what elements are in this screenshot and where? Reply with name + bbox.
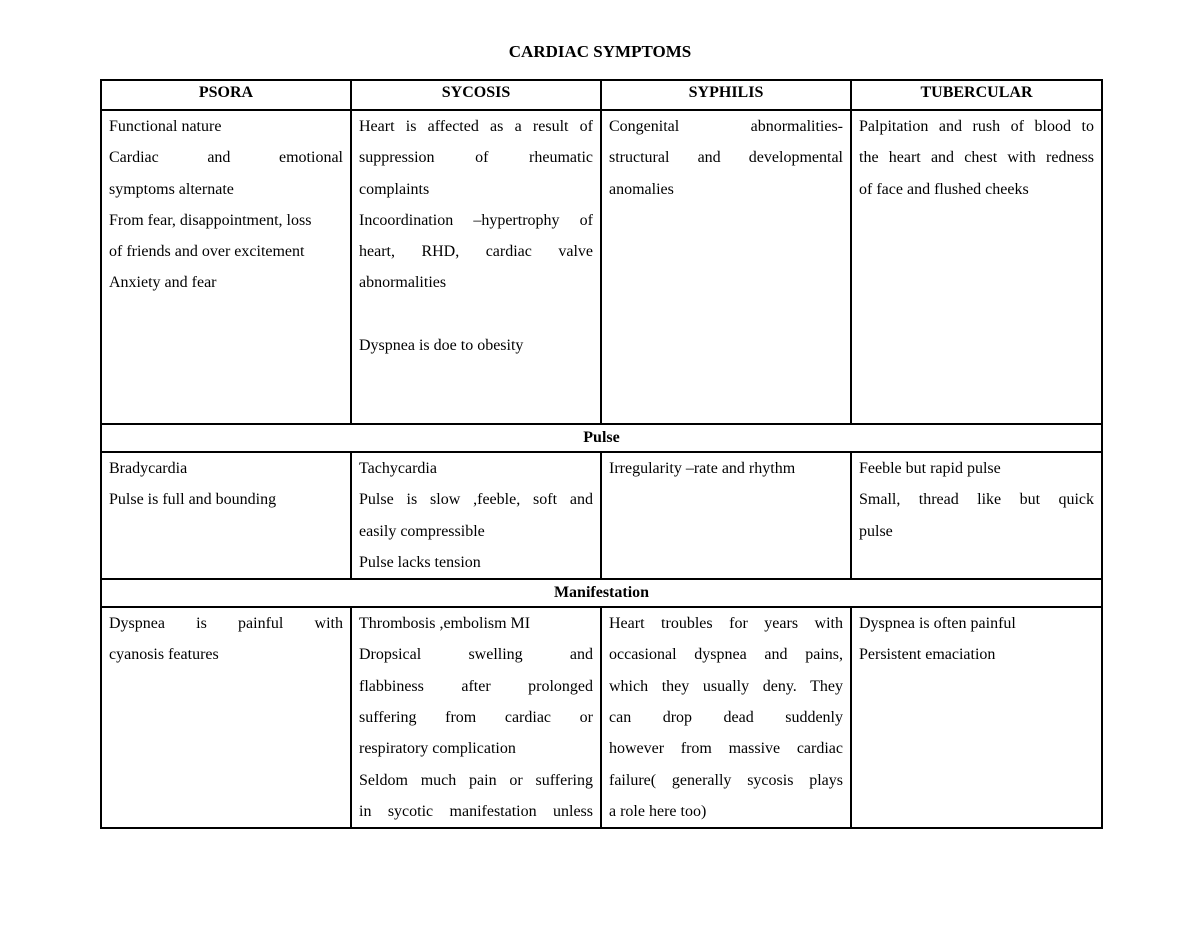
pulse-tubercular-cell — [851, 452, 1102, 579]
text-line: Cardiac and emotional — [109, 149, 343, 167]
manifestation-sycosis-cell — [351, 607, 601, 828]
pulse-section-row — [101, 424, 1102, 452]
text-line: suppression of rheumatic — [359, 149, 593, 167]
text-line: Functional nature — [109, 118, 222, 135]
manifestation-psora-cell — [101, 607, 351, 828]
text-line: Small, thread like but quick — [859, 491, 1094, 509]
pulse-syphilis-cell — [601, 452, 851, 579]
text-line: of friends and over excitement — [109, 243, 305, 261]
text-line: a role here too) — [609, 802, 707, 820]
manifestation-section-label: Manifestation — [101, 579, 1102, 607]
text-line: can drop dead suddenly — [609, 709, 843, 727]
header-row — [101, 80, 1102, 110]
pulse-section-label: Pulse — [101, 424, 1102, 452]
blank-line — [359, 299, 593, 330]
text-line: occasional dyspnea and pains, — [609, 646, 843, 664]
symptoms-tubercular-cell — [851, 110, 1102, 424]
text-line: anomalies — [609, 180, 674, 198]
text-line: Seldom much pain or suffering — [359, 771, 593, 789]
pulse-psora-cell — [101, 452, 351, 579]
header-syphilis: SYPHILIS — [601, 80, 851, 110]
manifestation-syphilis-cell — [601, 607, 851, 828]
header-sycosis: SYCOSIS — [351, 80, 601, 110]
text-line: Palpitation and rush of blood to — [859, 118, 1094, 135]
text-line: of face and flushed cheeks — [859, 180, 1029, 198]
text-line: complaints — [359, 180, 430, 198]
text-line: Dyspnea is doe to obesity — [359, 337, 524, 355]
text-line: however from massive cardiac — [609, 740, 843, 758]
header-psora: PSORA — [101, 80, 351, 110]
text-line: Pulse lacks tension — [359, 553, 481, 571]
symptoms-row — [101, 110, 1102, 424]
text-line: easily compressible — [359, 522, 485, 540]
manifestation-section-row — [101, 579, 1102, 607]
text-line: the heart and chest with redness — [859, 149, 1094, 167]
text-line: cyanosis features — [109, 646, 219, 664]
text-line: abnormalities — [359, 274, 447, 292]
text-line: Dyspnea is often painful — [859, 615, 1016, 633]
symptoms-psora-cell — [101, 110, 351, 424]
text-line: Tachycardia — [359, 460, 437, 477]
text-line: which they usually deny. They — [609, 677, 843, 695]
symptoms-sycosis-cell — [351, 110, 601, 424]
text-line: Thrombosis ,embolism MI — [359, 615, 531, 633]
text-line: flabbiness after prolonged — [359, 677, 593, 695]
text-line: Incoordination –hypertrophy of — [359, 211, 593, 229]
pulse-row — [101, 452, 1102, 579]
text-line: Feeble but rapid pulse — [859, 460, 1001, 477]
text-line: Pulse is slow ,feeble, soft and — [359, 491, 593, 509]
text-line: structural and developmental — [609, 149, 843, 167]
pulse-sycosis-cell — [351, 452, 601, 579]
text-line: Congenital abnormalities- — [609, 118, 843, 135]
text-line: Anxiety and fear — [109, 274, 217, 292]
text-line: Irregularity –rate and rhythm — [609, 460, 796, 477]
text-line: Heart troubles for years with — [609, 615, 843, 633]
text-line: Dyspnea is painful with — [109, 615, 343, 633]
header-tubercular: TUBERCULAR — [851, 80, 1102, 110]
text-line: Bradycardia — [109, 460, 188, 477]
text-line: From fear, disappointment, loss — [109, 211, 312, 229]
text-line: Dropsical swelling and — [359, 646, 593, 664]
manifestation-row — [101, 607, 1102, 828]
text-line: pulse — [859, 522, 893, 540]
cardiac-symptoms-table — [100, 79, 1103, 829]
text-line: heart, RHD, cardiac valve — [359, 243, 593, 261]
text-line: Persistent emaciation — [859, 646, 996, 664]
text-line: symptoms alternate — [109, 180, 234, 198]
symptoms-syphilis-cell — [601, 110, 851, 424]
text-line: suffering from cardiac or — [359, 709, 593, 727]
text-line: respiratory complication — [359, 740, 516, 758]
text-line: in sycotic manifestation unless — [359, 802, 593, 820]
text-line: failure( generally sycosis plays — [609, 771, 843, 789]
page-title: CARDIAC SYMPTOMS — [508, 42, 692, 61]
manifestation-tubercular-cell — [851, 607, 1102, 828]
text-line: Heart is affected as a result of — [359, 118, 593, 135]
text-line: Pulse is full and bounding — [109, 491, 277, 509]
